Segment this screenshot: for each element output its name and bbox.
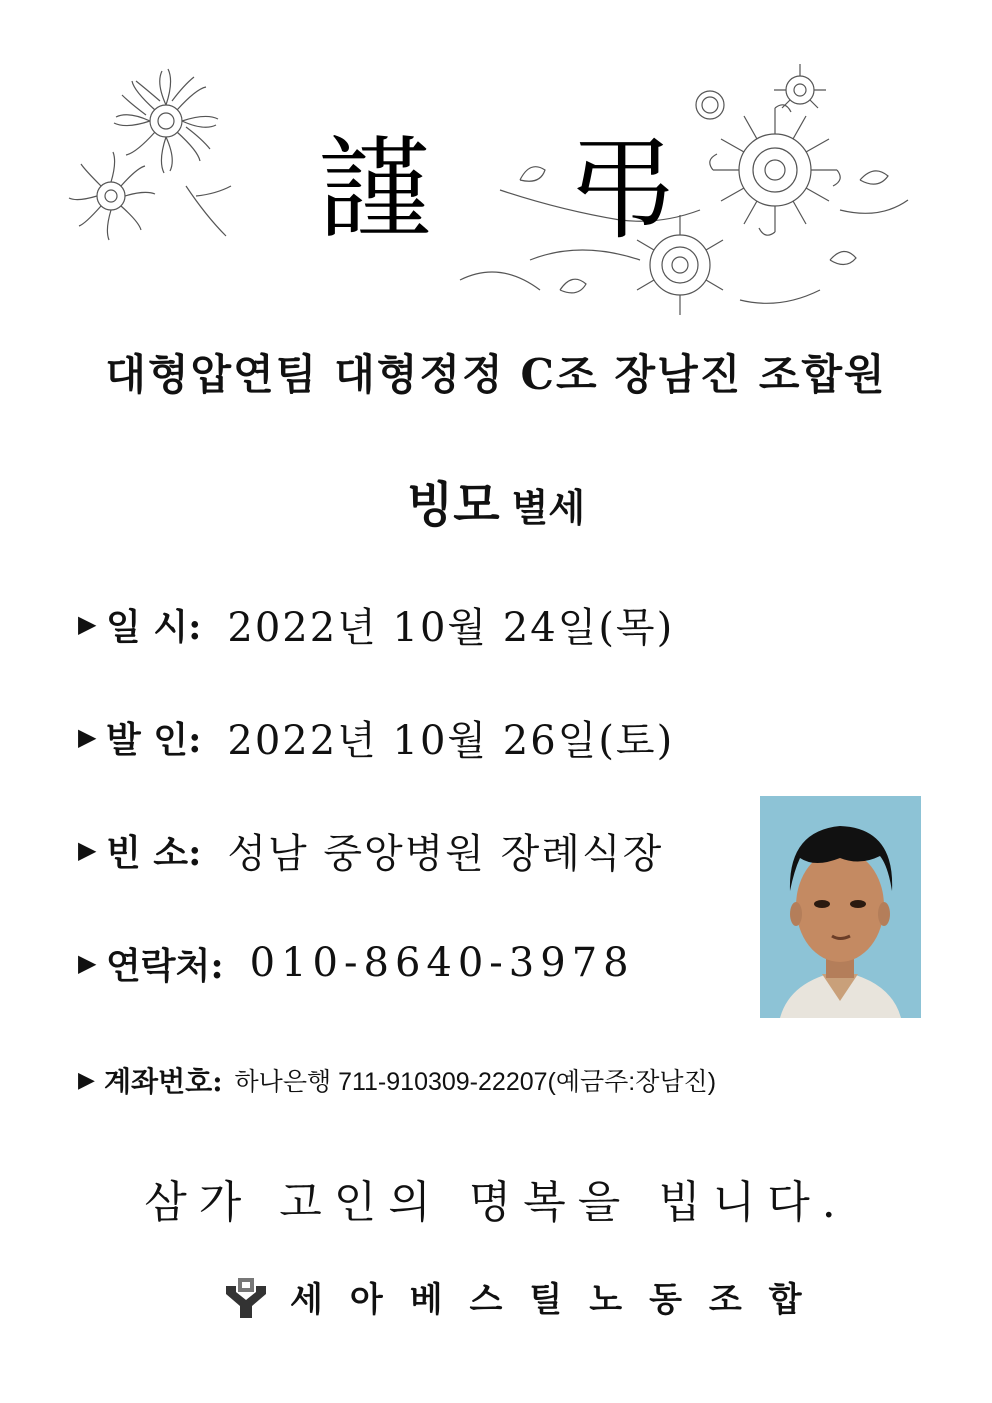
burial-label: 발 인:	[106, 718, 202, 761]
contact-label: 연락처:	[106, 944, 224, 987]
arrow-icon: ▶	[78, 723, 97, 751]
group-name: C조	[520, 350, 599, 399]
bereavement-status: 별세	[511, 485, 586, 530]
info-row-account	[78, 1058, 716, 1102]
contact-value: 010-8640-3978	[249, 940, 635, 986]
arrow-icon: ▶	[78, 949, 97, 977]
arrow-icon: ▶	[78, 836, 97, 864]
union-logo-icon	[222, 1272, 270, 1320]
bereavement-notice	[0, 470, 992, 551]
info-row-place	[78, 820, 663, 880]
portrait-illustration	[760, 796, 921, 1018]
account-value: 하나은행 711-910309-22207(예금주:장남진)	[234, 1068, 717, 1096]
title-char-2: 弔	[566, 125, 678, 255]
member-info-line	[0, 340, 992, 410]
union-signature	[222, 1268, 829, 1324]
info-row-date	[78, 594, 674, 654]
info-row-burial	[78, 707, 674, 767]
member-name: 장남진 조합원	[614, 350, 887, 399]
condolence-title	[0, 125, 992, 265]
info-row-contact	[78, 933, 635, 993]
arrow-icon: ▶	[78, 1067, 95, 1093]
burial-value: 2022년 10월 26일(토)	[227, 717, 675, 764]
date-label: 일 시:	[106, 605, 202, 648]
member-portrait-photo	[760, 796, 921, 1018]
bereavement-relation: 빙모	[406, 477, 500, 533]
date-value: 2022년 10월 24일(목)	[227, 604, 675, 651]
title-char-1: 謹	[318, 125, 430, 255]
arrow-icon: ▶	[78, 610, 97, 638]
crew-name: 대형정정	[334, 350, 505, 399]
account-label: 계좌번호:	[104, 1065, 223, 1098]
union-name: 세아베스틸노동조합	[290, 1279, 829, 1320]
closing-message: 삼가 고인의 명복을 빕니다.	[144, 1177, 848, 1228]
place-label: 빈 소:	[106, 831, 202, 874]
team-name: 대형압연팀	[105, 350, 319, 399]
place-value: 성남 중앙병원 장례식장	[227, 830, 664, 877]
